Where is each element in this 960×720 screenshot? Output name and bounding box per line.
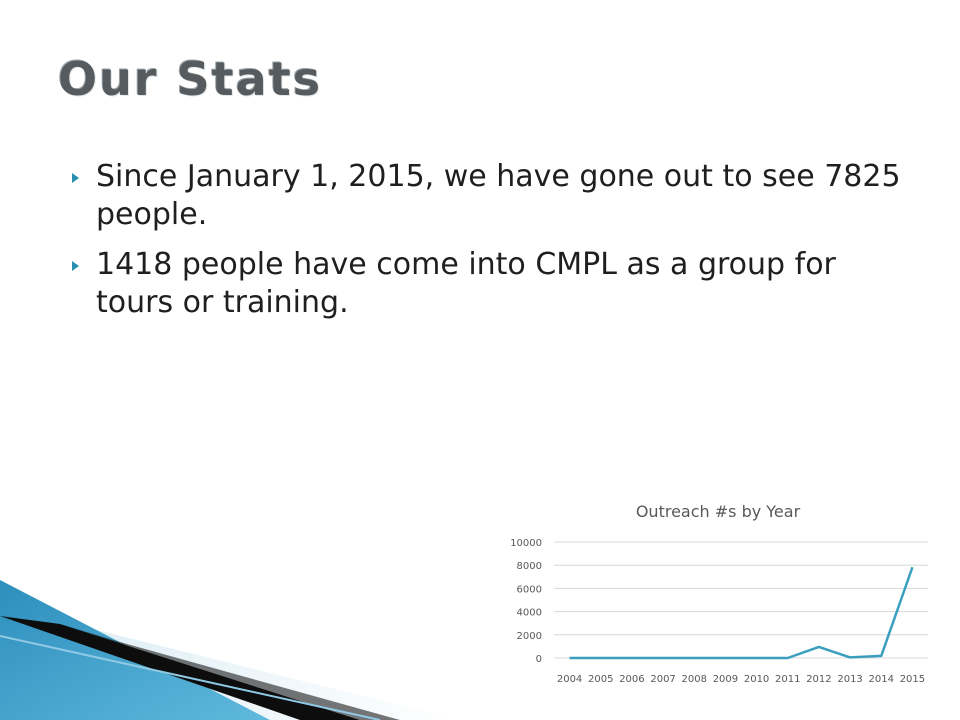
x-tick-label: 2004 (556, 674, 583, 685)
x-tick-label: 2011 (775, 674, 801, 685)
x-tick-label: 2015 (899, 674, 926, 685)
bullet-item (70, 246, 920, 322)
bullet-text: 1418 people have come into CMPL as a group for tours or training. (96, 247, 836, 320)
x-tick-label: 2008 (681, 674, 707, 685)
x-tick-label: 2012 (806, 674, 832, 685)
y-tick-label: 10000 (510, 538, 542, 549)
decorative-swoosh (0, 580, 460, 720)
chart-y-tick-labels (510, 538, 542, 665)
bullet-text: Since January 1, 2015, we have gone out to see 7825 people. (96, 159, 901, 232)
y-tick-label: 8000 (516, 561, 542, 573)
chart-gridlines (554, 542, 928, 658)
y-tick-label: 2000 (516, 630, 542, 642)
x-tick-label: 2013 (837, 674, 863, 685)
slide-title: Our Stats (58, 52, 323, 106)
bullet-list (70, 158, 920, 334)
x-tick-label: 2006 (619, 674, 645, 685)
x-tick-label: 2007 (650, 674, 676, 685)
chart-title: Outreach #s by Year (635, 502, 801, 521)
y-tick-label: 6000 (516, 584, 542, 596)
bullet-arrow-icon (72, 261, 79, 271)
series-line (570, 567, 913, 658)
x-tick-label: 2010 (743, 674, 770, 685)
x-tick-label: 2009 (712, 674, 739, 685)
x-tick-label: 2005 (588, 674, 614, 685)
outreach-line-chart (488, 492, 943, 692)
bullet-item (70, 158, 920, 234)
y-tick-label: 0 (535, 654, 542, 665)
chart-series (570, 567, 913, 658)
y-tick-label: 4000 (516, 607, 542, 619)
chart-x-tick-labels (557, 674, 925, 685)
bullet-arrow-icon (72, 173, 79, 183)
x-tick-label: 2014 (868, 674, 894, 685)
